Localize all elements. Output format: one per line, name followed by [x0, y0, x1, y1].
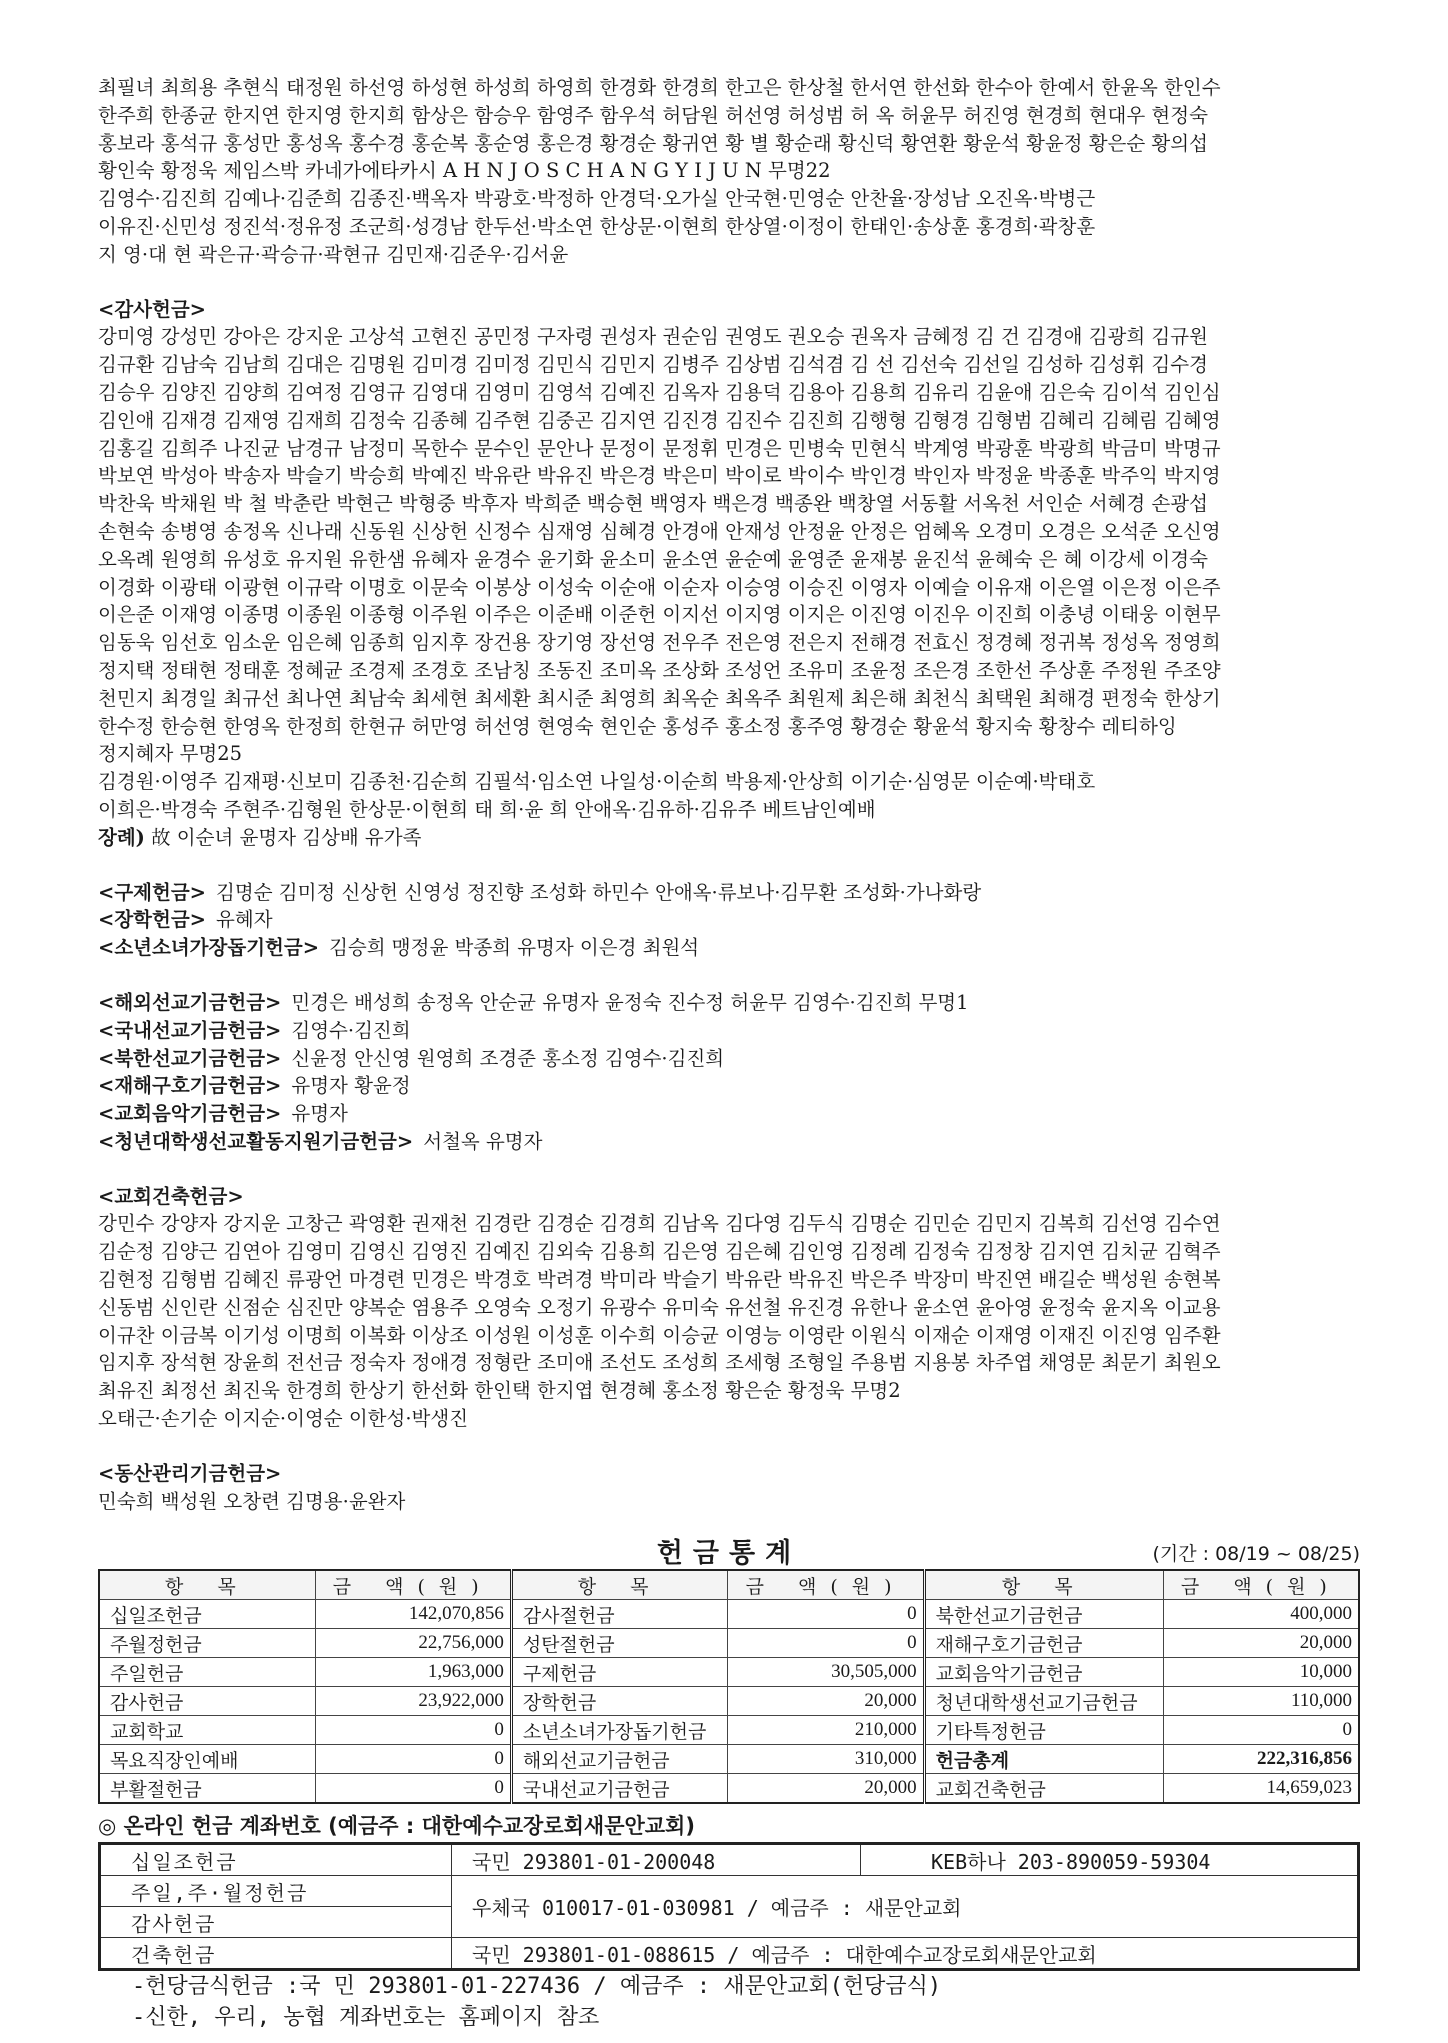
stats-item-label: 교회건축헌금 — [924, 1774, 1163, 1804]
stats-item-amount: 20,000 — [1163, 1629, 1359, 1658]
stats-row — [99, 1687, 1359, 1716]
name-line: 임동욱 임선호 임소운 임은혜 임종희 임지후 장건용 장기영 장선영 전우주 전은영 전은지 전해경 전효신 정경혜 정귀복 정성옥 정영희 — [98, 631, 1221, 655]
fund-line — [98, 989, 1360, 1017]
name-line: 천민지 최경일 최규선 최나연 최남숙 최세현 최세환 최시준 최영희 최옥순 최옥주 최원제 최은해 최천식 최택원 최해경 편정숙 한상기 — [98, 686, 1221, 710]
thanks-label: 감사헌금 — [100, 1907, 452, 1938]
stats-item-label: 감사헌금 — [99, 1687, 315, 1716]
stats-row — [99, 1774, 1359, 1804]
thanks-heading: <감사헌금> — [98, 297, 207, 321]
fund-names: 김승희 맹정윤 박종희 유명자 이은경 최원석 — [329, 936, 700, 960]
stats-item-label: 성탄절헌금 — [511, 1629, 728, 1658]
post-account: 우체국 010017-01-030981 / 예금주 : 새문안교회 — [452, 1876, 1359, 1938]
memorial-text: 故 이순녀 윤명자 김상배 유가족 — [151, 825, 422, 849]
stats-table — [98, 1569, 1360, 1804]
stats-item-label: 구제헌금 — [511, 1658, 728, 1687]
building-account: 국민 293801-01-088615 / 예금주 : 대한예수교장로회새문안교회 — [452, 1938, 1359, 1970]
stats-item-label: 헌금총계 — [924, 1745, 1163, 1774]
stats-item-label: 주일헌금 — [99, 1658, 315, 1687]
stats-item-label: 목요직장인예배 — [99, 1745, 315, 1774]
mission-fund-section — [98, 989, 1360, 1156]
fund-names: 민경은 배성희 송정옥 안순균 유명자 윤정숙 진수정 허윤무 김영수·김진희 무명1 — [291, 990, 969, 1014]
tithe-account-2: KEB하나 203-890059-59304 — [861, 1844, 1359, 1876]
name-line: 박찬욱 박채원 박 철 박춘란 박현근 박형중 박후자 박희준 백승현 백영자 백은경 백종완 백창열 서동활 서옥천 서인순 서혜경 손광섭 — [98, 492, 1208, 516]
fund-line — [98, 934, 1360, 962]
stats-item-amount: 20,000 — [728, 1774, 924, 1804]
weekly-label: 주일,주·월정헌금 — [100, 1876, 452, 1907]
fund-heading: <청년대학생선교활동지원기금헌금> — [98, 1129, 414, 1153]
stats-item-amount: 23,922,000 — [315, 1687, 511, 1716]
header-item-1: 항 목 — [99, 1570, 315, 1600]
stats-item-label: 교회음악기금헌금 — [924, 1658, 1163, 1687]
stats-row — [99, 1600, 1359, 1629]
stats-title: 헌금통계 — [656, 1538, 802, 1570]
note-line: -헌당금식헌금 :국 민 293801-01-227436 / 예금주 : 새문안교회(헌당금식) — [132, 1974, 942, 2000]
fund-heading: <국내선교기금헌금> — [98, 1018, 282, 1042]
stats-item-amount: 110,000 — [1163, 1687, 1359, 1716]
name-line: 홍보라 홍석규 홍성만 홍성옥 홍수경 홍순복 홍순영 홍은경 황경순 황귀연 황 별 황순래 황신덕 황연환 황운석 황윤정 황은순 황의섭 — [98, 131, 1208, 155]
building-heading: <교회건축헌금> — [98, 1184, 244, 1208]
property-heading: <동산관리기금헌금> — [98, 1461, 282, 1485]
fund-line — [98, 1072, 1360, 1100]
header-amount-1: 금 액(원) — [315, 1570, 511, 1600]
name-line: 이경화 이광태 이광현 이규락 이명호 이문숙 이봉상 이성숙 이순애 이순자 이승영 이승진 이영자 이예슬 이유재 이은열 이은정 이은주 — [98, 575, 1221, 599]
fund-heading: <교회음악기금헌금> — [98, 1102, 282, 1126]
name-line: 강민수 강양자 강지운 고창근 곽영환 권재천 김경란 김경순 김경희 김남옥 김다영 김두식 김명순 김민순 김민지 김복희 김선영 김수연 — [98, 1212, 1221, 1236]
name-line: 최필녀 최희용 추현식 태정원 하선영 하성현 하성희 하영희 한경화 한경희 한고은 한상철 한서연 한선화 한수아 한예서 한윤옥 한인수 — [98, 76, 1221, 99]
name-line: 이규찬 이금복 이기성 이명희 이복화 이상조 이성원 이성훈 이수희 이승균 이영능 이영란 이원식 이재순 이재영 이재진 이진영 임주환 — [98, 1323, 1221, 1347]
stats-item-label: 감사절헌금 — [511, 1600, 728, 1629]
name-line: 김경원·이영주 김재평·신보미 김종천·김순희 김필석·임소연 나일성·이순희 박용제·안상희 이기순·심영문 이순예·박태호 — [98, 770, 1096, 794]
fund-line — [98, 1128, 1360, 1156]
stats-item-label: 해외선교기금헌금 — [511, 1745, 728, 1774]
name-line: 김현정 김형범 김혜진 류광언 마경련 민경은 박경호 박려경 박미라 박슬기 박유란 박유진 박은주 박장미 박진연 배길순 백성원 송현복 — [98, 1268, 1221, 1292]
stats-item-label: 청년대학생선교기금헌금 — [924, 1687, 1163, 1716]
stats-item-label: 북한선교기금헌금 — [924, 1600, 1163, 1629]
name-line: 박보연 박성아 박송자 박슬기 박승희 박예진 박유란 박유진 박은경 박은미 박이로 박이수 박인경 박인자 박정윤 박종훈 박주익 박지영 — [98, 464, 1221, 488]
name-line: 신동범 신인란 신점순 심진만 양복순 염용주 오영숙 오정기 유광수 유미숙 유선철 유진경 유한나 윤소연 윤아영 윤정숙 윤지옥 이교용 — [98, 1295, 1221, 1319]
memorial-label: 장례) — [98, 825, 145, 849]
stats-item-amount: 30,505,000 — [728, 1658, 924, 1687]
stats-item-amount: 222,316,856 — [1163, 1745, 1359, 1774]
stats-item-amount: 142,070,856 — [315, 1600, 511, 1629]
fund-names: 서철옥 유명자 — [423, 1129, 543, 1153]
stats-period: (기간 : 08/19 ~ 08/25) — [1152, 1543, 1360, 1566]
building-name-list — [98, 1210, 1360, 1432]
name-line: 이은준 이재영 이종명 이종원 이종형 이주원 이주은 이준배 이준헌 이지선 이지영 이지은 이진영 이진우 이진희 이충녕 이태웅 이현무 — [98, 603, 1221, 627]
notes — [98, 1971, 1360, 2033]
fund-names: 유명자 황윤정 — [291, 1074, 411, 1098]
name-line: 김영수·김진희 김예나·김준희 김종진·백옥자 박광호·박정하 안경덕·오가실 안국현·민영순 안찬율·장성남 오진옥·박병근 — [98, 187, 1096, 211]
stats-item-amount: 0 — [315, 1716, 511, 1745]
stats-item-amount: 22,756,000 — [315, 1629, 511, 1658]
fund-line — [98, 906, 1360, 934]
thanks-name-list — [98, 323, 1360, 823]
name-line: 김규환 김남숙 김남희 김대은 김명원 김미경 김미정 김민식 김민지 김병주 김상범 김석겸 김 선 김선숙 김선일 김성하 김성휘 김수경 — [98, 353, 1208, 377]
fund-heading: <소년소녀가장돕기헌금> — [98, 936, 320, 960]
stats-item-amount: 0 — [1163, 1716, 1359, 1745]
fund-line — [98, 1017, 1360, 1045]
accounts-title: ◎ 온라인 헌금 계좌번호 (예금주 : 대한예수교장로회새문안교회) — [98, 1814, 695, 1839]
stats-row — [99, 1745, 1359, 1774]
property-name-list — [98, 1488, 1360, 1516]
stats-item-amount: 14,659,023 — [1163, 1774, 1359, 1804]
name-line: 민숙희 백성원 오창련 김명용·윤완자 — [98, 1489, 406, 1513]
property-section — [98, 1460, 1360, 1516]
building-account-row — [100, 1938, 1359, 1970]
weekly-account-row — [100, 1876, 1359, 1907]
name-line: 황인숙 황정욱 제임스박 카네가에타카시 A H N J O S C H A N G Y I J U N 무명22 — [98, 159, 831, 183]
memorial-line — [98, 824, 1360, 852]
name-line: 정지혜자 무명25 — [98, 742, 243, 766]
stats-item-label: 소년소녀가장돕기헌금 — [511, 1716, 728, 1745]
stats-item-label: 국내선교기금헌금 — [511, 1774, 728, 1804]
name-line: 한주희 한종균 한지연 한지영 한지희 함상은 함승우 함영주 함우석 허담원 허선영 허성범 허 옥 허윤무 허진영 현경희 현대우 현정숙 — [98, 103, 1208, 127]
stats-item-label: 주월정헌금 — [99, 1629, 315, 1658]
name-line: 오옥례 원영희 유성호 유지원 유한샘 유혜자 윤경수 윤기화 윤소미 윤소연 윤순예 윤영준 윤재봉 윤진석 윤혜숙 은 혜 이강세 이경숙 — [98, 547, 1208, 571]
fund-heading: <해외선교기금헌금> — [98, 990, 282, 1014]
stats-item-label: 재해구호기금헌금 — [924, 1629, 1163, 1658]
header-amount-3: 금 액(원) — [1163, 1570, 1359, 1600]
name-line: 김홍길 김희주 나진균 남경규 남정미 목한수 문수인 문안나 문정이 문정휘 민경은 민병숙 민현식 박계영 박광훈 박광희 박금미 박명규 — [98, 436, 1221, 460]
name-line: 김승우 김양진 김양희 김여정 김영규 김영대 김영미 김영석 김예진 김옥자 김용덕 김용아 김용희 김유리 김윤애 김은숙 김이석 김인심 — [98, 380, 1221, 404]
stats-item-amount: 1,963,000 — [315, 1658, 511, 1687]
fund-heading: <재해구호기금헌금> — [98, 1074, 282, 1098]
thanks-section — [98, 296, 1360, 852]
relief-scholarship-section — [98, 879, 1360, 962]
fund-names: 신윤정 안신영 원영희 조경준 홍소정 김영수·김진희 — [291, 1046, 725, 1070]
tithe-account-row — [100, 1844, 1359, 1876]
stats-item-amount: 10,000 — [1163, 1658, 1359, 1687]
fund-heading: <북한선교기금헌금> — [98, 1046, 282, 1070]
stats-item-label: 부활절헌금 — [99, 1774, 315, 1804]
name-line: 강미영 강성민 강아은 강지운 고상석 고현진 공민정 구자령 권성자 권순임 권영도 권오승 권옥자 금혜정 김 건 김경애 김광희 김규원 — [98, 325, 1208, 349]
tithe-label: 십일조헌금 — [100, 1844, 452, 1876]
building-label: 건축헌금 — [100, 1938, 452, 1970]
stats-item-label: 십일조헌금 — [99, 1600, 315, 1629]
fund-line — [98, 879, 1360, 907]
stats-item-label: 장학헌금 — [511, 1687, 728, 1716]
fund-heading: <장학헌금> — [98, 908, 207, 932]
stats-item-amount: 0 — [315, 1774, 511, 1804]
stats-item-amount: 0 — [728, 1629, 924, 1658]
stats-row — [99, 1716, 1359, 1745]
stats-title-bar — [98, 1529, 1360, 1569]
note-line: -신한, 우리, 농협 계좌번호는 홈페이지 참조 — [132, 2005, 600, 2031]
name-line: 최유진 최정선 최진욱 한경희 한상기 한선화 한인택 한지엽 현경혜 홍소정 황은순 황정욱 무명2 — [98, 1379, 901, 1403]
stats-item-label: 기타특정헌금 — [924, 1716, 1163, 1745]
fund-names: 김명순 김미정 신상헌 신영성 정진향 조성화 하민수 안애옥·류보나·김무환 조성화·가나화랑 — [216, 880, 982, 904]
accounts-table — [98, 1842, 1360, 1971]
building-section — [98, 1183, 1360, 1433]
intro-name-list — [98, 74, 1360, 269]
name-line: 김순정 김양근 김연아 김영미 김영신 김영진 김예진 김외숙 김용희 김은영 김은혜 김인영 김정례 김정숙 김정창 김지연 김치균 김혁주 — [98, 1240, 1221, 1264]
stats-item-amount: 0 — [728, 1600, 924, 1629]
header-item-2: 항 목 — [511, 1570, 728, 1600]
name-line: 정지택 정태현 정태훈 정혜균 조경제 조경호 조남칭 조동진 조미옥 조상화 조성언 조유미 조윤정 조은경 조한선 주상훈 주정원 주조양 — [98, 658, 1221, 682]
stats-item-amount: 400,000 — [1163, 1600, 1359, 1629]
name-line: 김인애 김재경 김재영 김재희 김정숙 김종혜 김주현 김중곤 김지연 김진경 김진수 김진희 김행형 김형경 김형범 김혜리 김혜림 김혜영 — [98, 408, 1221, 432]
stats-header-row — [99, 1570, 1359, 1600]
fund-names: 유명자 — [291, 1102, 348, 1126]
stats-row — [99, 1658, 1359, 1687]
tithe-account-1: 국민 293801-01-200048 — [452, 1844, 861, 1876]
offering-page — [98, 74, 1360, 2033]
header-item-3: 항 목 — [924, 1570, 1163, 1600]
name-line: 지 영·대 현 곽은규·곽승규·곽현규 김민재·김준우·김서윤 — [98, 242, 569, 266]
name-line: 오태근·손기순 이지순·이영순 이한성·박생진 — [98, 1407, 469, 1431]
name-line: 임지후 장석현 장윤희 전선금 정숙자 정애경 정형란 조미애 조선도 조성희 조세형 조형일 주용범 지용봉 차주엽 채영문 최문기 최원오 — [98, 1351, 1221, 1375]
stats-item-label: 교회학교 — [99, 1716, 315, 1745]
name-line: 한수정 한승현 한영옥 한정희 한현규 허만영 허선영 현영숙 현인순 홍성주 홍소정 홍주영 황경순 황윤석 황지숙 황창수 레티하잉 — [98, 714, 1177, 738]
header-amount-2: 금 액(원) — [728, 1570, 924, 1600]
stats-item-amount: 20,000 — [728, 1687, 924, 1716]
name-line: 이희은·박경숙 주현주·김형원 한상문·이현희 태 희·윤 희 안애옥·김유하·김유주 베트남인예배 — [98, 797, 876, 821]
name-line: 이유진·신민성 정진석·정유정 조군희·성경남 한두선·박소연 한상문·이현희 한상열·이정이 한태인·송상훈 홍경희·곽창훈 — [98, 214, 1096, 238]
fund-names: 유혜자 — [216, 908, 273, 932]
fund-names: 김영수·김진희 — [291, 1018, 411, 1042]
fund-line — [98, 1100, 1360, 1128]
stats-row — [99, 1629, 1359, 1658]
stats-item-amount: 310,000 — [728, 1745, 924, 1774]
fund-heading: <구제헌금> — [98, 880, 207, 904]
stats-item-amount: 0 — [315, 1745, 511, 1774]
stats-item-amount: 210,000 — [728, 1716, 924, 1745]
fund-line — [98, 1045, 1360, 1073]
name-line: 손현숙 송병영 송정옥 신나래 신동원 신상헌 신정수 심재영 심혜경 안경애 안재성 안정윤 안정은 엄혜옥 오경미 오경은 오석준 오신영 — [98, 519, 1221, 543]
